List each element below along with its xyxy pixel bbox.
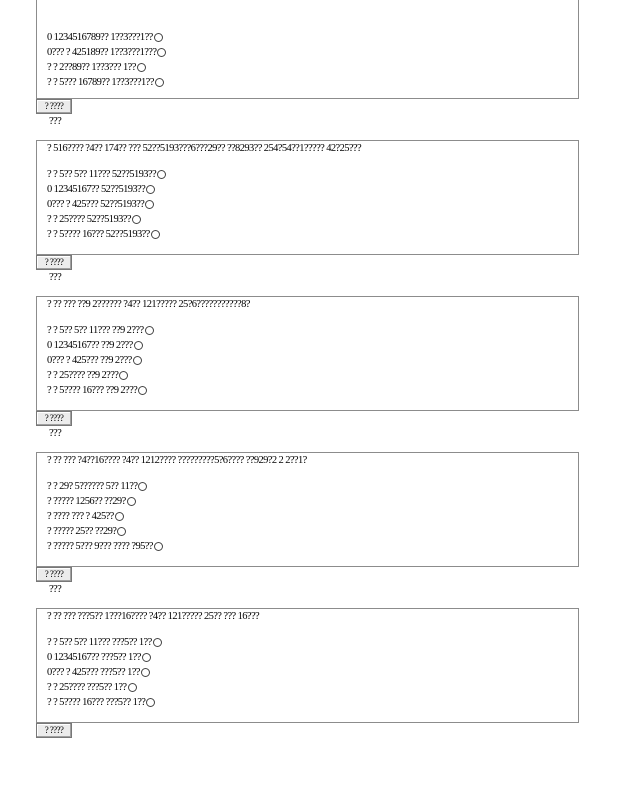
poll-2-option-5 [47, 227, 578, 242]
radio-button[interactable] [128, 683, 137, 692]
option-label: ? ? 5???? 16??? 52??5193?? [47, 229, 150, 240]
radio-button[interactable] [155, 78, 164, 87]
option-label: ? ? 2??89?? 1??3??? 1?? [47, 62, 136, 73]
option-label: ? ????? 5??? 9??? ???? ?95?? [47, 541, 153, 552]
radio-button[interactable] [133, 356, 142, 365]
poll-1-options [47, 0, 578, 90]
radio-button[interactable] [141, 668, 150, 677]
option-label: ? ? 5?? 5?? 11??? 52??5193?? [47, 169, 157, 180]
poll-5-option-2 [47, 650, 578, 665]
result-text-4: ??? [49, 584, 62, 595]
option-label: ? ? 25???? ??9 2??? [47, 370, 119, 381]
poll-3-options [47, 323, 578, 398]
poll-box-2 [36, 140, 579, 255]
option-label: ? ? 25???? 52??5193?? [47, 214, 131, 225]
option-label: 0??? ? 425189?? 1??3???1??? [47, 47, 157, 58]
poll-1-option-1 [47, 30, 578, 45]
submit-button-5[interactable]: ? ???? [36, 723, 72, 738]
result-text-3: ??? [49, 428, 62, 439]
radio-button[interactable] [138, 386, 147, 395]
poll-2-option-1 [47, 167, 578, 182]
poll-4-option-3 [47, 509, 578, 524]
poll-5-option-5 [47, 695, 578, 710]
poll-1-option-2 [47, 45, 578, 60]
poll-5-question: ? ?? ??? ???5?? 1???16???? ?4?? 121????? 25?? ??? 16??? [47, 611, 260, 622]
option-label: 0??? ? 425??? ??9 2??? [47, 355, 132, 366]
radio-button[interactable] [157, 48, 166, 57]
option-label: ? ? 5??? 16789?? 1??3???1?? [47, 77, 154, 88]
poll-4-option-2 [47, 494, 578, 509]
option-label: ? ???? ??? ? 425?? [47, 511, 114, 522]
option-label: 0 12345167?? 52??5193?? [47, 184, 146, 195]
poll-1-option-3 [47, 60, 578, 75]
option-label: 0 12345167?? ???5?? 1?? [47, 652, 141, 663]
radio-button[interactable] [146, 185, 155, 194]
poll-5-option-4 [47, 680, 578, 695]
poll-box-3 [36, 296, 579, 411]
radio-button[interactable] [154, 542, 163, 551]
option-label: ? ? 5?? 5?? 11??? ???5?? 1?? [47, 637, 152, 648]
radio-button[interactable] [154, 33, 163, 42]
option-label: ? ? 5?? 5?? 11??? ??9 2??? [47, 325, 144, 336]
radio-button[interactable] [115, 512, 124, 521]
radio-button[interactable] [119, 371, 128, 380]
result-text-2: ??? [49, 272, 62, 283]
poll-5-option-3 [47, 665, 578, 680]
submit-button-3[interactable]: ? ???? [36, 411, 72, 426]
option-label: 0 12345167?? ??9 2??? [47, 340, 133, 351]
poll-3-question: ? ?? ??? ??9 2?????? ?4?? 121????? 25?6???????????8? [47, 299, 250, 310]
poll-4-option-4 [47, 524, 578, 539]
radio-button[interactable] [151, 230, 160, 239]
poll-3-option-1 [47, 323, 578, 338]
poll-5-options [47, 635, 578, 710]
poll-box-5 [36, 608, 579, 723]
radio-button[interactable] [117, 527, 126, 536]
submit-button-2[interactable]: ? ???? [36, 255, 72, 270]
poll-1-option-4 [47, 75, 578, 90]
submit-button-4[interactable]: ? ???? [36, 567, 72, 582]
result-text-1: ??? [49, 116, 62, 127]
radio-button[interactable] [145, 326, 154, 335]
radio-button[interactable] [145, 200, 154, 209]
radio-button[interactable] [127, 497, 136, 506]
poll-2-option-2 [47, 182, 578, 197]
option-label: 0??? ? 425??? ???5?? 1?? [47, 667, 140, 678]
submit-button-1[interactable]: ? ???? [36, 99, 72, 114]
poll-5-option-1 [47, 635, 578, 650]
radio-button[interactable] [132, 215, 141, 224]
radio-button[interactable] [137, 63, 146, 72]
poll-box-1 [36, 0, 579, 99]
poll-3-option-2 [47, 338, 578, 353]
poll-2-option-4 [47, 212, 578, 227]
poll-4-options [47, 479, 578, 554]
radio-button[interactable] [134, 341, 143, 350]
option-label: 0??? ? 425??? 52??5193?? [47, 199, 145, 210]
option-label: ? ? 5???? 16??? ???5?? 1?? [47, 697, 146, 708]
option-label: ? ? 29? 5?????? 5?? 11?? [47, 481, 138, 492]
radio-button[interactable] [142, 653, 151, 662]
poll-3-option-5 [47, 383, 578, 398]
option-label: ? ? 25???? ???5?? 1?? [47, 682, 127, 693]
poll-2-option-3 [47, 197, 578, 212]
poll-2-question: ? 516???? ?4?? 174?? ??? 52??5193???6???29?? ??8293?? 254?54??1????? 42?25??? [47, 143, 362, 154]
radio-button[interactable] [153, 638, 162, 647]
poll-3-option-4 [47, 368, 578, 383]
option-label: ? ????? 1256?? ??29? [47, 496, 126, 507]
poll-3-option-3 [47, 353, 578, 368]
poll-4-option-1 [47, 479, 578, 494]
option-label: ? ????? 25?? ??29? [47, 526, 117, 537]
poll-4-question: ? ?? ??? ?4??16???? ?4?? 1212???? ?????????5?6???? ??929?2 2 2??1? [47, 455, 307, 466]
poll-4-option-5 [47, 539, 578, 554]
radio-button[interactable] [157, 170, 166, 179]
radio-button[interactable] [146, 698, 155, 707]
poll-2-options [47, 167, 578, 242]
radio-button[interactable] [138, 482, 147, 491]
option-label: ? ? 5???? 16??? ??9 2??? [47, 385, 138, 396]
option-label: 0 1234516789?? 1??3???1?? [47, 32, 153, 43]
poll-box-4 [36, 452, 579, 567]
